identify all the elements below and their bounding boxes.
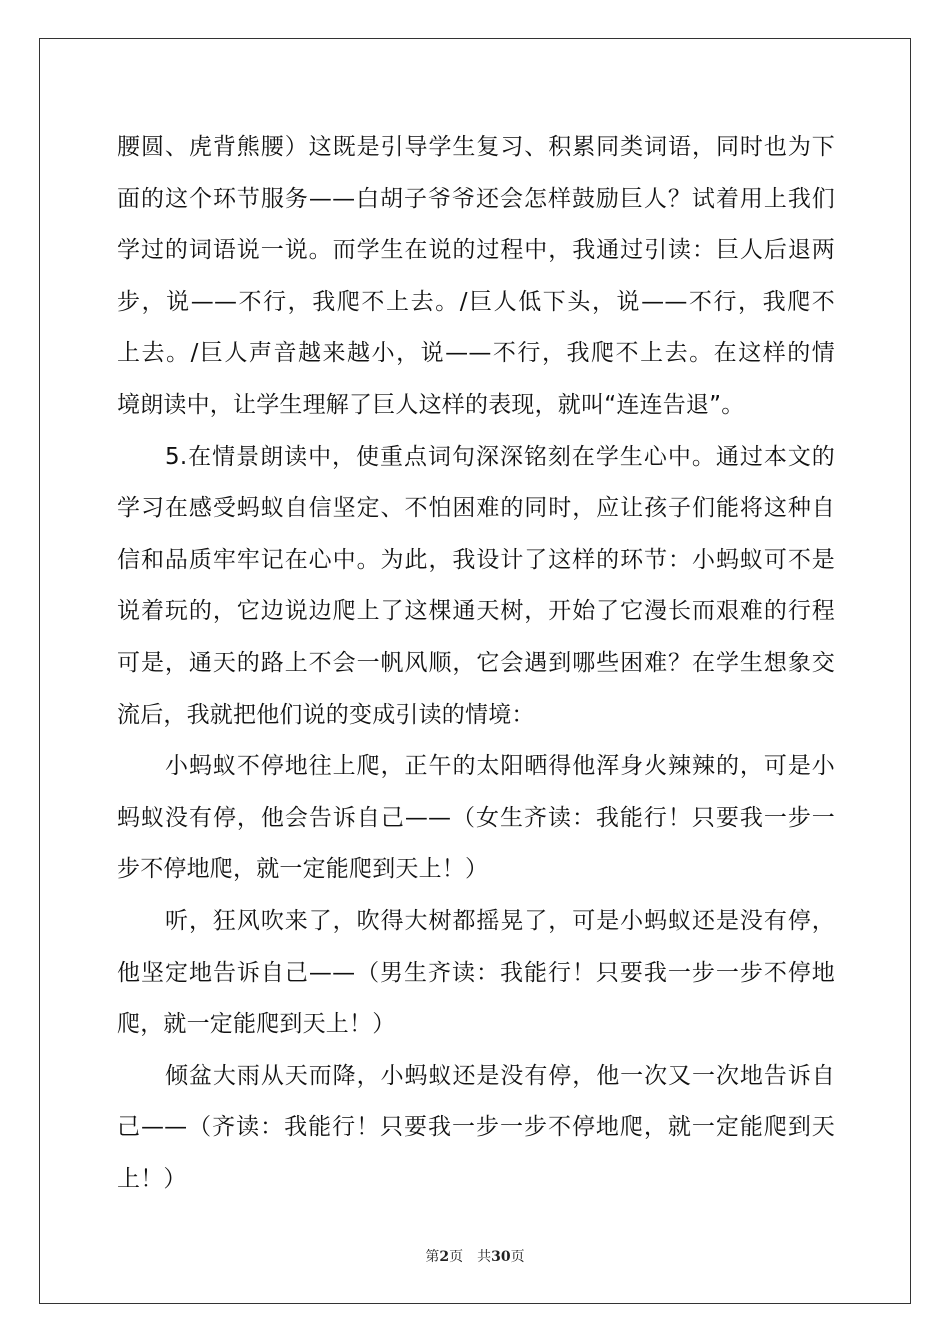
- text-line: 上！）: [117, 1165, 187, 1192]
- text-line: 他坚定地告诉自己——（男生齐读：我能行！只要我一步一步不停地: [117, 959, 835, 986]
- total-prefix: 共: [477, 1249, 492, 1265]
- text-line: 学习在感受蚂蚁自信坚定、不怕困难的同时，应让孩子们能将这种自: [117, 495, 835, 522]
- text-line: 步不停地爬，就一定能爬到天上！）: [117, 856, 489, 883]
- text-line: 爬，就一定能爬到天上！）: [117, 1011, 396, 1038]
- text-line: 学过的词语说一说。而学生在说的过程中，我通过引读：巨人后退两: [117, 237, 835, 264]
- document-body: [117, 122, 835, 1205]
- total-suffix: 页: [510, 1249, 525, 1265]
- page-suffix: 页: [449, 1249, 464, 1265]
- text-line: 腰圆、虎背熊腰）这既是引导学生复习、积累同类词语，同时也为下: [117, 134, 835, 160]
- page-prefix: 第: [425, 1249, 440, 1265]
- page-footer: [0, 1246, 950, 1266]
- text-line: 己——（齐读：我能行！只要我一步一步不停地爬，就一定能爬到天: [117, 1114, 835, 1141]
- text-line: 上去。/巨人声音越来越小，说——不行，我爬不上去。在这样的情: [117, 340, 835, 367]
- text-line: 倾盆大雨从天而降，小蚂蚁还是没有停，他一次又一次地告诉自: [165, 1062, 835, 1089]
- text-line: 可是，通天的路上不会一帆风顺，它会遇到哪些困难？在学生想象交: [117, 649, 835, 676]
- text-line: 说着玩的，它边说边爬上了这棵通天树，开始了它漫长而艰难的行程: [117, 598, 835, 625]
- text-line: 流后，我就把他们说的变成引读的情境：: [117, 701, 535, 728]
- total-pages: 30: [491, 1249, 511, 1265]
- text-line: 信和品质牢牢记在心中。为此，我设计了这样的环节：小蚂蚁可不是: [117, 546, 835, 573]
- text-line: 蚂蚁没有停，他会告诉自己——（女生齐读：我能行！只要我一步一: [117, 804, 835, 831]
- text-line: 听，狂风吹来了，吹得大树都摇晃了，可是小蚂蚁还是没有停，: [165, 907, 835, 934]
- text-line: 5.在情景朗读中，使重点词句深深铭刻在学生心中。通过本文的: [165, 443, 835, 470]
- text-line: 境朗读中，让学生理解了巨人这样的表现，就叫“连连告退”。: [117, 391, 745, 418]
- text-line: 小蚂蚁不停地往上爬，正午的太阳晒得他浑身火辣辣的，可是小: [165, 753, 835, 780]
- page-number: 2: [439, 1249, 450, 1265]
- text-line: 步，说——不行，我爬不上去。/巨人低下头，说——不行，我爬不: [117, 288, 835, 315]
- text-line: 面的这个环节服务——白胡子爷爷还会怎样鼓励巨人？试着用上我们: [117, 185, 835, 212]
